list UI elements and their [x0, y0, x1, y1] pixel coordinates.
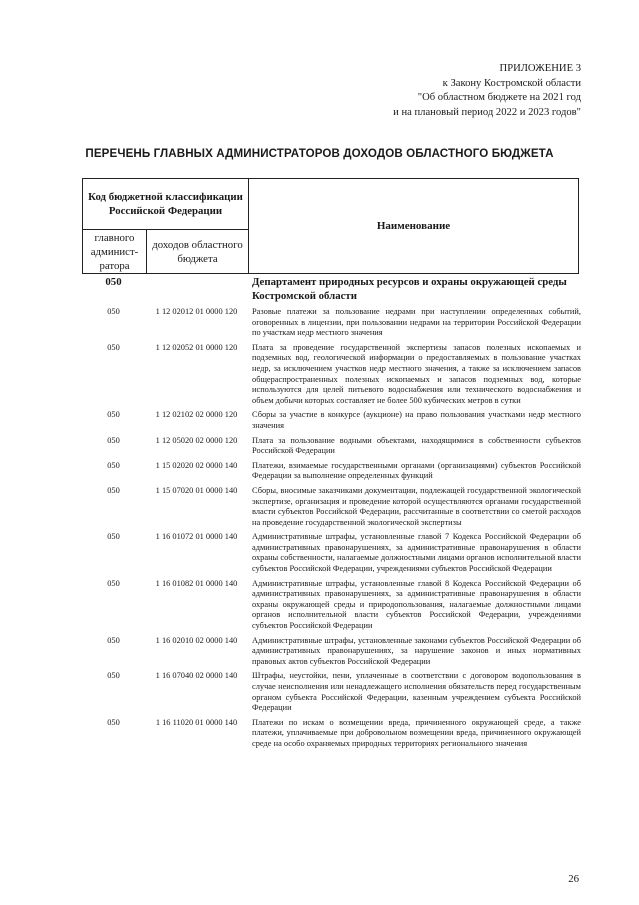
document-title: ПЕРЕЧЕНЬ ГЛАВНЫХ АДМИНИСТРАТОРОВ ДОХОДОВ ОБЛАСТНОГО БЮДЖЕТА: [85, 147, 554, 160]
table-row: [82, 461, 582, 482]
table-row: [82, 486, 582, 528]
row-admin-code: 050: [107, 717, 120, 727]
table-row: [82, 410, 582, 431]
row-admin-code: 050: [107, 532, 120, 542]
table-row: [82, 307, 582, 339]
appendix-line: ПРИЛОЖЕНИЕ 3: [499, 63, 581, 74]
row-admin-code: 050: [107, 460, 120, 470]
row-income-code: 1 15 07020 01 0000 140: [155, 485, 238, 495]
row-income-code: 1 12 02102 02 0000 120: [155, 410, 238, 420]
appendix-line: и на плановый период 2022 и 2023 годов": [393, 106, 581, 118]
row-income-code: 1 16 02010 02 0000 140: [155, 635, 238, 645]
row-income-code: 1 16 01082 01 0000 140: [155, 578, 238, 588]
row-income-code: 1 12 02012 01 0000 120: [155, 307, 238, 316]
row-income-code: 1 12 05020 02 0000 120: [155, 435, 238, 445]
table-row: [82, 671, 582, 713]
row-name: Плата за проведение государственной экспертизы запасов полезных ископаемых и подземных вод, геологической информации о предоставляемых в пользование участках недр, за исключением участков недр местного значения, а также за исключением запасов общераспространенных полезных ископаемых и запасов подземных вод, которые используются для целей питьевого водоснабжения или технического водоснабжения и объем добычи которых составляет не более 500 кубических метров в сутки: [252, 342, 581, 405]
row-admin-code: 050: [107, 410, 120, 420]
page-number: 26: [568, 873, 579, 885]
row-income-code: 1 16 01072 01 0000 140: [155, 532, 238, 542]
table-row: [82, 718, 582, 750]
row-name: Плата за пользование водными объектами, находящимися в собственности субъектов Российской Федерации: [252, 435, 581, 456]
row-name: Административные штрафы, установленные главой 7 Кодекса Российской Федерации об административных правонарушениях, за административные правонарушения в области охраны собственности, налагаемые должностными лицами органов исполнительной власти субъектов Российской Федерации, учреждениями субъектов Российской Федерации: [252, 532, 581, 574]
income-rows: [82, 307, 582, 750]
table-body: [82, 276, 582, 754]
row-name: Платежи по искам о возмещении вреда, причиненного окружающей среде, а также платежи, уплачиваемые при добровольном возмещении вреда, причиненного окружающей среде на особо охраняемых природных территориях регионального значения: [252, 717, 581, 748]
row-income-code: 1 16 11020 01 0000 140: [155, 717, 238, 727]
row-admin-code: 050: [107, 307, 120, 316]
row-name: Платежи, взимаемые государственными органами (организациями) субъектов Российской Федерации за выполнение определенных функций: [252, 460, 581, 481]
table-row: [82, 436, 582, 457]
row-admin-code: 050: [107, 342, 120, 352]
row-admin-code: 050: [107, 635, 120, 645]
header-name: Наименование: [249, 179, 579, 274]
row-income-code: 1 12 02052 01 0000 120: [155, 342, 238, 352]
row-name: Разовые платежи за пользование недрами при наступлении определенных событий, оговоренных в лицензии, при пользовании недрами на территории Российской Федерации по участкам недр местного значения: [252, 307, 581, 338]
department-row: [82, 276, 582, 303]
row-name: Штрафы, неустойки, пени, уплаченные в соответствии с договором водопользования в случае неисполнения или ненадлежащего исполнения обязательств перед государственным органом субъекта Российской Федерации, казенным учреждением субъекта Российской Федерации: [252, 671, 581, 713]
header-income: доходов областного бюджета: [147, 230, 249, 274]
table-row: [82, 343, 582, 407]
row-name: Сборы, вносимые заказчиками документации, подлежащей государственной экологической экспертизе, организация и проведение которой осуществляются органами государственной власти субъектов Российской Федерации, рассчитанные в соответствии со сметой расходов на проведение государственной экологической экспертизы: [252, 485, 581, 527]
department-name: Департамент природных ресурсов и охраны окружающей среды Костромской области: [252, 276, 567, 302]
department-admin-code: 050: [105, 276, 122, 288]
row-name: Сборы за участие в конкурсе (аукционе) на право пользования участками недр местного значения: [252, 410, 581, 430]
header-admin: главного админист-ратора: [83, 230, 147, 274]
row-income-code: 1 15 02020 02 0000 140: [155, 460, 238, 470]
row-admin-code: 050: [107, 578, 120, 588]
table-row: [82, 532, 582, 574]
table-row: [82, 636, 582, 668]
appendix-line: "Об областном бюджете на 2021 год: [417, 92, 581, 104]
row-name: Административные штрафы, установленные главой 8 Кодекса Российской Федерации об административных правонарушениях, за административные правонарушения в области охраны окружающей среды и природопользования, налагаемые должностными лицами органов исполнительной власти субъектов Российской Федерации, учреждениями субъектов Российской Федерации: [252, 578, 581, 631]
appendix-line: к Закону Костромской области: [442, 77, 581, 89]
row-income-code: 1 16 07040 02 0000 140: [155, 671, 238, 681]
row-name: Административные штрафы, установленные законами субъектов Российской Федерации об административных правонарушениях, за нарушение законов и иных нормативных правовых актов субъектов Российской Федерации: [252, 635, 581, 666]
header-code-group: Код бюджетной классификации Российской Федерации: [83, 179, 249, 230]
table-row: [82, 579, 582, 632]
row-admin-code: 050: [107, 485, 120, 495]
row-admin-code: 050: [107, 671, 120, 681]
row-admin-code: 050: [107, 435, 120, 445]
table-header: [82, 178, 579, 274]
appendix-caption: [393, 62, 581, 120]
